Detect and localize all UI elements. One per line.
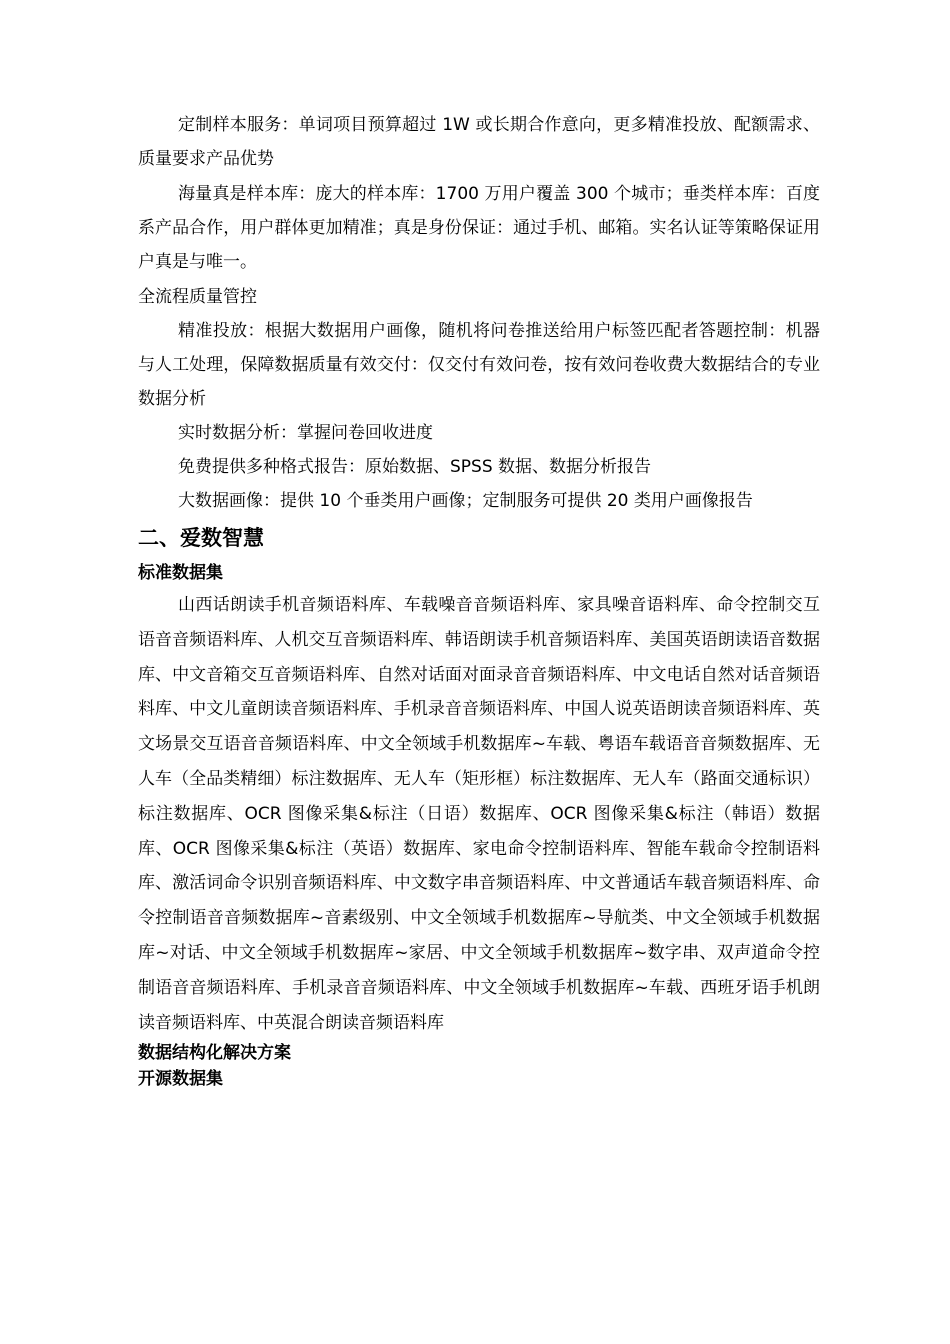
paragraph-full-process: 全流程质量管控 [138, 287, 257, 307]
heading-structured-solution: 数据结构化解决方案 [138, 1043, 291, 1064]
section-title-aishu: 二、爱数智慧 [138, 526, 264, 550]
document-page [138, 108, 820, 1092]
heading-open-dataset: 开源数据集 [138, 1069, 223, 1090]
paragraph-realtime-analysis: 实时数据分析：掌握问卷回收进度 [178, 423, 433, 443]
paragraph-massive-sample: 海量真是样本库：庞大的样本库：1700 万用户覆盖 300 个城市；垂类样本库：百度系产品合作，用户群体更加精准；真是身份保证：通过手机、邮箱。实名认证等策略保证用户真是与唯一。 [138, 184, 820, 272]
paragraph-precise-delivery: 精准投放：根据大数据用户画像，随机将问卷推送给用户标签匹配者答题控制：机器与人工处理，保障数据质量有效交付：仅交付有效问卷，按有效问卷收费大数据结合的专业数据分析 [138, 321, 820, 409]
paragraph-free-report: 免费提供多种格式报告：原始数据、SPSS 数据、数据分析报告 [178, 457, 652, 477]
heading-standard-dataset: 标准数据集 [138, 563, 223, 583]
paragraph-big-data-portrait: 大数据画像：提供 10 个垂类用户画像；定制服务可提供 20 类用户画像报告 [178, 491, 753, 511]
paragraph-standard-dataset-list: 山西话朗读手机音频语料库、车载噪音音频语料库、家具噪音语料库、命令控制交互语音音频语料库、人机交互音频语料库、韩语朗读手机音频语料库、美国英语朗读语音数据库、中文音箱交互音频语料库、自然对话面对面录音音频语料库、中文电话自然对话音频语料库、中文儿童朗读音频语料库、手机录音音频语料库、中国人说英语朗读音频语料库、英文场景交互语音音频语料库、中文全领域手机数据库~车载、粤语车载语音音频数据库、无人车（全品类精细）标注数据库、无人车（矩形框）标注数据库、无人车（路面交通标识）标注数据库、OCR 图像采集&标注（日语）数据库、OCR 图像采集&标注（韩语）数据库、OCR 图像采集&标注（英语）数据库、家电命令控制语料库、智能车载命令控制语料库、激活词命令识别音频语料库、中文数字串音频语料库、中文普通话车载音频语料库、命令控制语音音频数据库~音素级别、中文全领域手机数据库~导航类、中文全领域手机数据库~对话、中文全领域手机数据库~家居、中文全领域手机数据库~数字串、双声道命令控制语音音频语料库、手机录音音频语料库、中文全领域手机数据库~车载、西班牙语手机朗读音频语料库、中英混合朗读音频语料库 [138, 595, 820, 1033]
paragraph-custom-sample: 定制样本服务：单词项目预算超过 1W 或长期合作意向，更多精准投放、配额需求、质量要求产品优势 [138, 115, 820, 169]
